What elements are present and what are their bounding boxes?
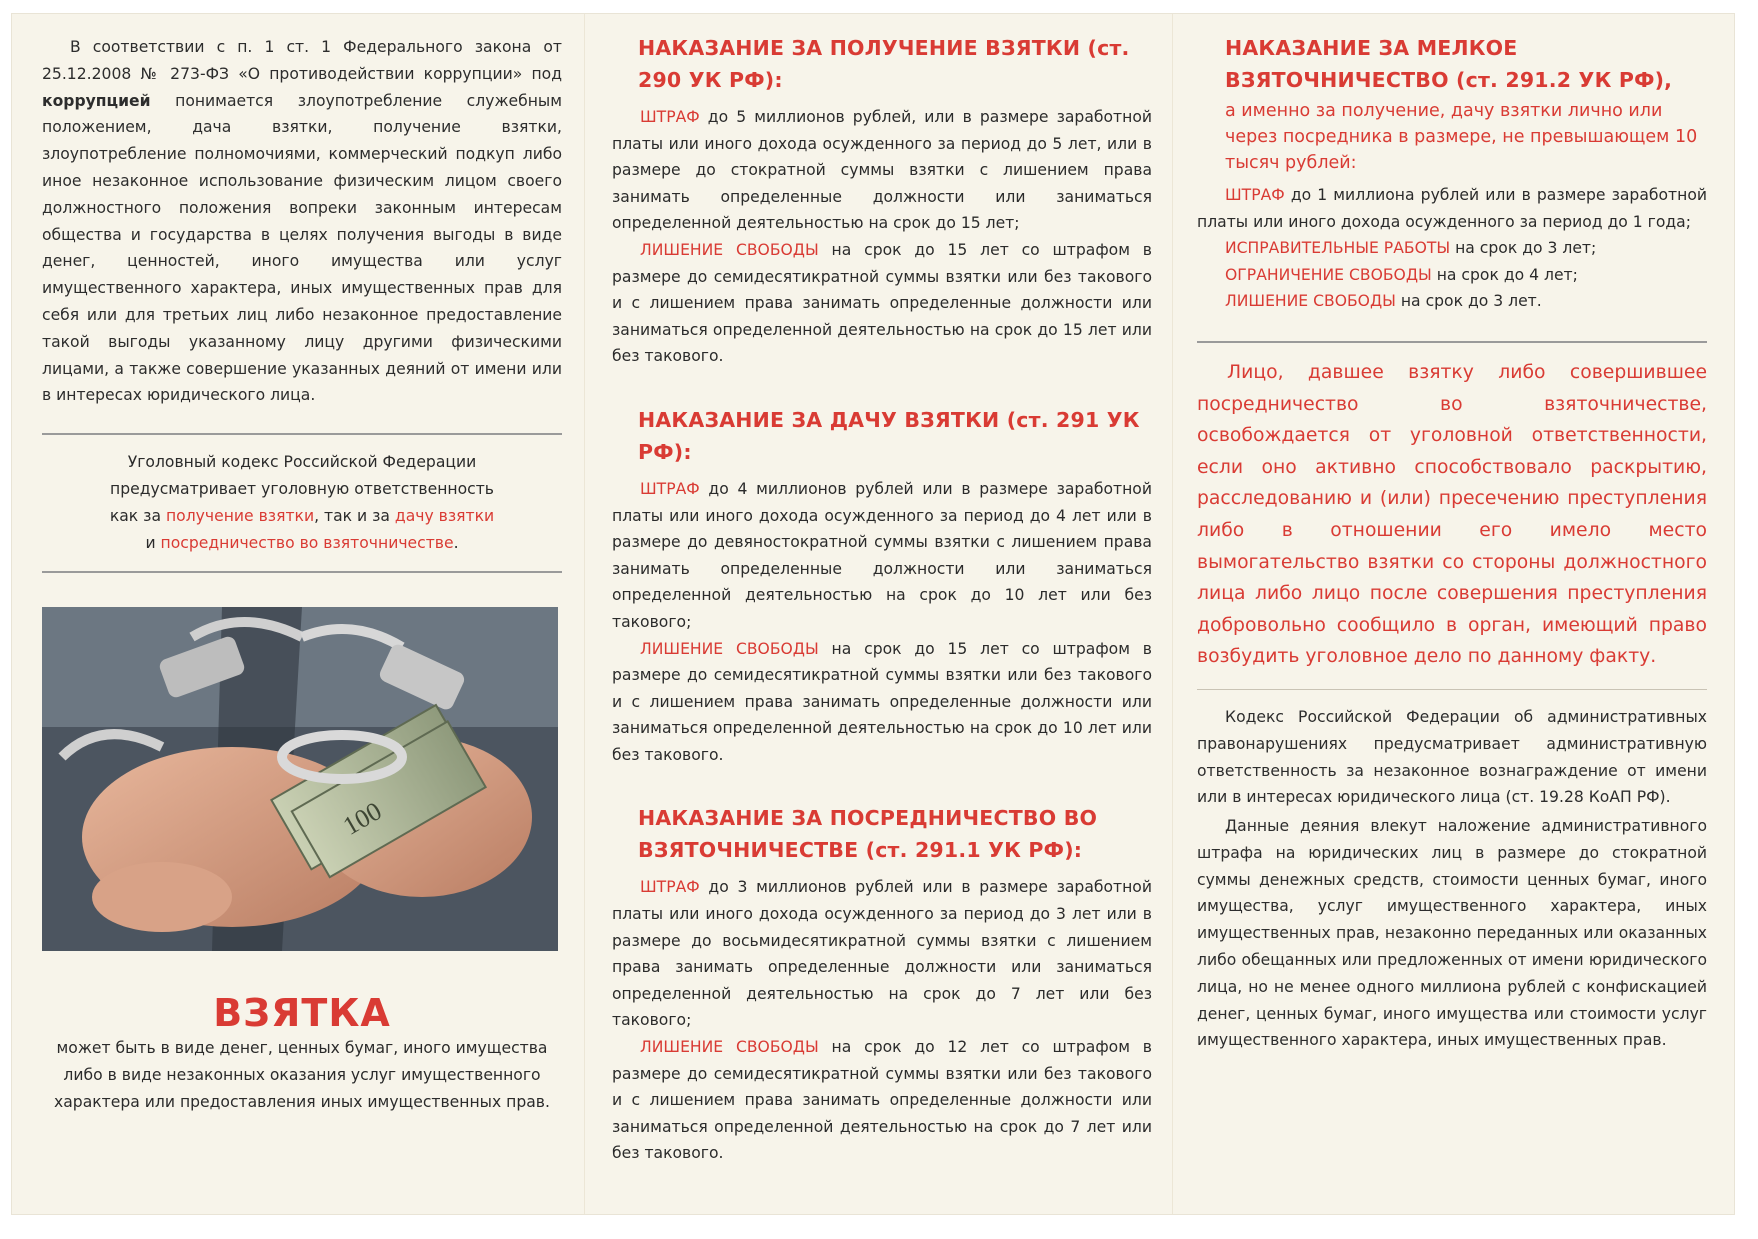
admin-code-note: Кодекс Российской Федерации об административных правонарушениях предусматривает административную ответственность за незаконное вознаграждение от имени или в интересах юридического лица (ст. 19.28 КоАП РФ). <box>1197 707 1707 807</box>
penalty-item <box>612 874 1152 1034</box>
highlight-mediation: посредничество во взяточничестве <box>160 534 454 553</box>
penalty-item <box>612 636 1152 769</box>
penalty-text: на срок до 15 лет со штрафом в размере до семидесятикратной суммы взятки или без такового и с лишением права занимать определенные должности или заниматься определенной деятельностью на срок до 15 лет или без такового. <box>612 240 1152 366</box>
text: . <box>453 534 459 553</box>
penalty-text: до 4 миллионов рублей или в размере заработной платы или иного дохода осужденного за период до 4 лет или в размере до девяностократной суммы взятки с лишением права занимать определенные должности или заниматься определенной деятельностью на срок до 10 лет или без такового; <box>612 479 1152 631</box>
penalty-label: ШТРАФ <box>640 108 700 126</box>
definition-text-start: В соответствии с п. 1 ст. 1 Федерального закона от 25.12.2008 № 273-ФЗ «О противодействии коррупции» под <box>42 38 562 83</box>
definition-keyword: коррупцией <box>42 91 151 110</box>
photo-illustration <box>42 607 558 951</box>
corruption-definition <box>42 34 562 409</box>
section-subtitle: а именно за получение, дачу взятки лично или через посредника в размере, не превышающем 10 тысяч рублей: <box>1225 101 1698 173</box>
penalty-label: ОГРАНИЧЕНИЕ СВОБОДЫ <box>1225 265 1432 284</box>
criminal-code-line: Уголовный кодекс Российской Федерации <box>127 453 477 472</box>
section-title: НАКАЗАНИЕ ЗА ПОСРЕДНИЧЕСТВО ВО ВЗЯТОЧНИЧЕСТВЕ (ст. 291.1 УК РФ): <box>638 806 1098 863</box>
section-receiving-bribe <box>612 32 1152 370</box>
definition-text-end: понимается злоупотребление служебным положением, дача взятки, получение взятки, злоупотребление полномочиями, коммерческий подкуп либо иное незаконное использование физическим лицом своего должностного положения вопреки законным интересам общества и государства в целях получения выгоды в виде денег, ценностей, иного имущества или услуг имущественного характера, иных имущественных прав для себя или для третьих лиц либо незаконное предоставление такой выгоды указанному лицу другими физическими лицами, а также совершение указанных деяний от имени или в интересах юридического лица. <box>42 91 562 405</box>
criminal-code-line <box>42 530 562 557</box>
penalty-label: ЛИШЕНИЕ СВОБОДЫ <box>640 240 819 259</box>
penalty-label: ЛИШЕНИЕ СВОБОДЫ <box>640 639 819 658</box>
bribe-description: может быть в виде денег, ценных бумаг, иного имущества либо в виде незаконных оказания услуг имущественного характера или предоставления иных имущественных прав. <box>54 1039 550 1112</box>
penalty-text: на срок до 12 лет со штрафом в размере до семидесятикратной суммы взятки или без такового и с лишением права занимать определенные должности или заниматься определенной деятельностью на срок до 7 лет или без такового. <box>612 1038 1152 1163</box>
penalty-item <box>1197 262 1707 289</box>
section-title: НАКАЗАНИЕ ЗА ДАЧУ ВЗЯТКИ (ст. 291 УК РФ): <box>638 407 1140 464</box>
column-middle <box>612 14 1152 1214</box>
divider <box>1197 689 1707 690</box>
penalty-text: на срок до 3 лет. <box>1395 292 1542 311</box>
column-left <box>42 14 562 1214</box>
penalty-text: до 1 миллиона рублей или в размере заработной платы или иного дохода осужденного за период до 1 года; <box>1197 186 1707 231</box>
penalty-item <box>612 104 1152 237</box>
handcuffed-hands-with-money-photo <box>42 607 558 951</box>
text: как за <box>109 507 166 526</box>
penalty-item <box>1197 182 1707 235</box>
section-giving-bribe <box>612 404 1152 769</box>
penalty-item <box>612 1034 1152 1167</box>
section-title: НАКАЗАНИЕ ЗА МЕЛКОЕ ВЗЯТОЧНИЧЕСТВО (ст. 291.2 УК РФ), <box>1225 36 1673 92</box>
svg-text:100: 100 <box>338 796 387 842</box>
penalty-label: ЛИШЕНИЕ СВОБОДЫ <box>640 1038 819 1057</box>
penalty-label: ШТРАФ <box>640 878 700 897</box>
penalty-label: ЛИШЕНИЕ СВОБОДЫ <box>1225 292 1396 311</box>
fold-line-1 <box>584 14 585 1214</box>
penalty-label: ИСПРАВИТЕЛЬНЫЕ РАБОТЫ <box>1225 239 1451 258</box>
penalty-text: до 3 миллионов рублей или в размере заработной платы или иного дохода осужденного за период до 3 лет или в размере до восьмидесятикратной суммы взятки с лишением права занимать определенные должности или заниматься определенной деятельностью на срок до 7 лет или без такового; <box>612 878 1152 1030</box>
penalty-item <box>612 476 1152 636</box>
penalty-item <box>1197 235 1707 262</box>
divider <box>1197 341 1707 343</box>
penalty-text: до 5 миллионов рублей, или в размере заработной платы или иного дохода осужденного за период до 5 лет, или в размере до стократной суммы взятки с лишением права занимать определенные должности или заниматься определенной деятельностью на срок до 15 лет; <box>612 108 1152 233</box>
bribe-heading: ВЗЯТКА <box>213 991 391 1036</box>
section-petty-bribery <box>1197 32 1707 315</box>
section-mediation <box>612 802 1152 1167</box>
fold-line-2 <box>1172 14 1173 1214</box>
criminal-code-line <box>42 503 562 530</box>
penalty-text: на срок до 15 лет со штрафом в размере до семидесятикратной суммы взятки или без такового и с лишением права занимать определенные должности или заниматься определенной деятельностью на срок до 10 лет или без такового. <box>612 639 1152 764</box>
penalty-item <box>612 237 1152 370</box>
penalty-label: ШТРАФ <box>640 479 700 498</box>
leaflet-sheet <box>12 14 1734 1214</box>
section-title: НАКАЗАНИЕ ЗА ПОЛУЧЕНИЕ ВЗЯТКИ (ст. 290 УК РФ): <box>638 36 1130 92</box>
text: , так и за <box>314 507 395 526</box>
penalty-text: на срок до 3 лет; <box>1450 239 1597 258</box>
highlight-giving-bribe: дачу взятки <box>394 507 495 526</box>
criminal-code-line: предусматривает уголовную ответственность <box>110 480 494 499</box>
divider <box>42 571 562 573</box>
exemption-note: Лицо, давшее взятку либо совершившее посредничество во взяточничестве, освобождается от уголовной ответственности, если оно активно способствовало раскрытию, расследованию и (или) пресечению преступления либо в отношении его имело место вымогательство взятки со стороны должностного лица либо лицо после совершения преступления добровольно сообщило в орган, имеющий право возбудить уголовное дело по данному факту. <box>1197 361 1707 668</box>
penalty-item <box>1197 288 1707 315</box>
admin-fine-note: Данные деяния влекут наложение административного штрафа на юридических лиц в размере до стократной суммы денежных средств, стоимости ценных бумаг, иного имущества, услуг имущественного характера, иных имущественных прав, незаконно переданных или оказанных либо обещанных или предложенных от имени юридического лица, но не менее одного миллиона рублей с конфискацией денег, ценных бумаг, иного имущества или стоимости услуг имущественного характера, иных имущественных прав. <box>1197 817 1707 1050</box>
penalty-label: ШТРАФ <box>1225 186 1285 204</box>
penalty-text: на срок до 4 лет; <box>1431 265 1578 284</box>
criminal-code-note <box>42 435 562 571</box>
highlight-receiving-bribe: получение взятки <box>165 507 315 526</box>
column-right <box>1197 14 1707 1214</box>
text: и <box>145 534 161 553</box>
